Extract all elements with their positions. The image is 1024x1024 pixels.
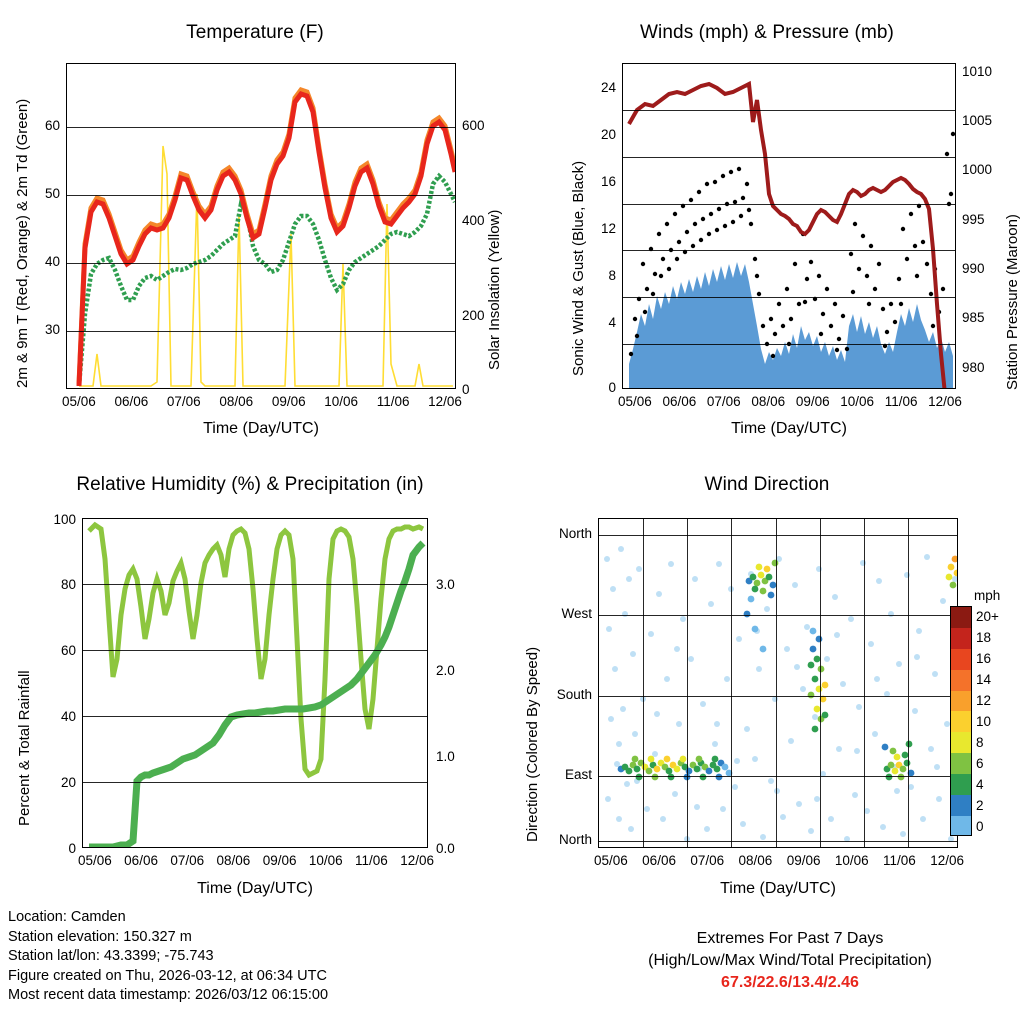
colorbar-label-14: 14	[976, 672, 992, 687]
winds-right-axis-label: Station Pressure (Maroon)	[1004, 214, 1021, 390]
temperature-xtick-3: 08/06	[219, 394, 254, 409]
wind-speed-colorbar-legend	[950, 588, 1020, 848]
humidity-right-ytick-3: 3.0	[436, 577, 455, 592]
humidity-ytick-20: 20	[60, 775, 76, 790]
winds-right-ytick-980: 980	[962, 360, 985, 375]
winds-ytick-20: 20	[600, 127, 616, 142]
station-metadata-footer	[8, 908, 508, 1006]
temperature-right-ytick-0: 0	[462, 382, 470, 397]
wind-direction-ytick-north-top: North	[558, 526, 592, 541]
extremes-summary	[600, 928, 980, 994]
colorbar-label-0: 0	[976, 819, 984, 834]
temperature-plot-area	[66, 63, 456, 389]
wind-direction-xtick-0: 05/06	[594, 853, 628, 868]
winds-plot-area	[622, 63, 956, 389]
temperature-right-ytick-200: 200	[462, 308, 485, 323]
extremes-values: 67.3/22.6/13.4/2.46	[721, 974, 859, 991]
wind-direction-xtick-7: 12/06	[930, 853, 964, 868]
wind-direction-ytick-south: South	[556, 687, 592, 702]
temperature-chart-title: Temperature (F)	[186, 22, 324, 43]
winds-ytick-16: 16	[600, 174, 616, 189]
winds-left-axis-label: Sonic Wind & Gust (Blue, Black)	[570, 160, 587, 376]
wind-direction-chart-panel	[512, 456, 1024, 926]
wind-direction-xtick-3: 08/06	[738, 853, 773, 868]
colorbar-label-18: 18	[976, 630, 992, 645]
colorbar-label-16: 16	[976, 651, 992, 666]
winds-right-ytick-1010: 1010	[962, 64, 993, 79]
colorbar-title: mph	[974, 588, 1001, 603]
winds-ytick-8: 8	[608, 268, 616, 283]
winds-right-ytick-985: 985	[962, 310, 985, 325]
colorbar-label-20plus: 20+	[976, 609, 999, 624]
footer-elevation: Station elevation: 150.327 m	[8, 928, 192, 945]
temperature-xaxis-label: Time (Day/UTC)	[203, 420, 319, 437]
colorbar-swatch-20plus	[951, 607, 971, 628]
humidity-chart-panel	[0, 456, 512, 926]
humidity-xtick-2: 07/06	[170, 853, 205, 868]
temperature-xticks	[62, 394, 462, 409]
winds-right-ytick-1000: 1000	[962, 162, 993, 177]
wind-direction-ytick-east: East	[564, 767, 592, 782]
humidity-chart-title: Relative Humidity (%) & Precipitation (in)	[76, 474, 424, 495]
temperature-right-axis-label: Solar Insolation (Yellow)	[486, 209, 503, 370]
temperature-xtick-2: 07/06	[166, 394, 201, 409]
wind-direction-ytick-west: West	[561, 606, 592, 621]
humidity-xtick-0: 05/06	[78, 853, 112, 868]
colorbar-label-8: 8	[976, 735, 984, 750]
footer-location: Location: Camden	[8, 909, 126, 925]
colorbar-label-10: 10	[976, 714, 992, 729]
humidity-xtick-4: 09/06	[262, 853, 297, 868]
winds-xticks	[618, 394, 962, 409]
wind-direction-plot-area	[598, 518, 958, 848]
wind-direction-chart-title: Wind Direction	[704, 474, 830, 495]
temperature-xtick-5: 10/06	[324, 394, 359, 409]
winds-series-svg	[623, 64, 956, 389]
colorbar-label-2: 2	[976, 798, 984, 813]
temperature-ytick-40: 40	[44, 254, 60, 269]
colorbar-swatch-12	[951, 691, 971, 712]
humidity-xaxis-label: Time (Day/UTC)	[197, 880, 313, 897]
colorbar-swatch-0	[951, 816, 971, 836]
winds-right-ytick-1005: 1005	[962, 113, 993, 128]
wind-direction-xtick-5: 10/06	[834, 853, 869, 868]
wind-direction-xtick-4: 09/06	[786, 853, 821, 868]
colorbar-label-4: 4	[976, 777, 984, 792]
winds-right-ytick-995: 995	[962, 212, 985, 227]
winds-xtick-6: 11/06	[884, 394, 918, 409]
humidity-right-ytick-0: 0.0	[436, 841, 455, 856]
colorbar-swatches	[950, 606, 972, 836]
colorbar-swatch-16	[951, 649, 971, 670]
temperature-left-axis-label: 2m & 9m T (Red, Orange) & 2m Td (Green)	[14, 98, 31, 388]
winds-chart-panel	[512, 0, 1024, 456]
humidity-ytick-40: 40	[60, 709, 76, 724]
winds-chart-title: Winds (mph) & Pressure (mb)	[640, 22, 894, 43]
colorbar-swatch-2	[951, 795, 971, 816]
wind-direction-scatter-svg	[599, 519, 958, 848]
extremes-subheading: (High/Low/Max Wind/Total Precipitation)	[648, 952, 932, 969]
temperature-ytick-50: 50	[44, 186, 60, 201]
colorbar-swatch-8	[951, 732, 971, 753]
wind-direction-xticks	[594, 853, 964, 868]
temperature-ytick-30: 30	[44, 322, 60, 337]
colorbar-swatch-6	[951, 753, 971, 774]
humidity-ytick-80: 80	[60, 577, 76, 592]
temperature-xtick-0: 05/06	[62, 394, 96, 409]
winds-ytick-4: 4	[608, 315, 616, 330]
winds-xaxis-label: Time (Day/UTC)	[731, 420, 847, 437]
humidity-xtick-1: 06/06	[124, 853, 158, 868]
footer-created: Figure created on Thu, 2026-03-12, at 06:34 UTC	[8, 967, 327, 984]
temperature-xtick-6: 11/06	[376, 394, 410, 409]
humidity-xtick-7: 12/06	[400, 853, 434, 868]
colorbar-label-6: 6	[976, 756, 984, 771]
colorbar-label-12: 12	[976, 693, 992, 708]
winds-xtick-1: 06/06	[662, 394, 697, 409]
temperature-ytick-60: 60	[44, 118, 60, 133]
humidity-left-axis-label: Percent & Total Rainfall	[16, 670, 33, 826]
wind-direction-xtick-6: 11/06	[883, 853, 916, 868]
footer-recent-timestamp: Most recent data timestamp: 2026/03/12 06:15:00	[8, 987, 329, 1003]
wind-direction-left-axis-label: Direction (Colored By Speed)	[524, 646, 541, 842]
temperature-series-svg	[67, 64, 456, 389]
winds-xtick-4: 09/06	[795, 394, 830, 409]
colorbar-swatch-4	[951, 774, 971, 795]
winds-xtick-5: 10/06	[840, 394, 875, 409]
winds-right-ytick-990: 990	[962, 261, 985, 276]
humidity-xtick-3: 08/06	[216, 853, 251, 868]
temperature-xtick-1: 06/06	[114, 394, 149, 409]
humidity-ytick-100: 100	[53, 512, 76, 527]
humidity-plot-area	[82, 518, 428, 848]
colorbar-swatch-10	[951, 711, 971, 732]
temperature-chart-panel	[0, 0, 512, 456]
humidity-xtick-6: 11/06	[355, 853, 388, 868]
winds-xtick-3: 08/06	[751, 394, 786, 409]
humidity-series-svg	[83, 519, 428, 848]
winds-xtick-2: 07/06	[706, 394, 741, 409]
colorbar-swatch-18	[951, 628, 971, 649]
winds-ytick-0: 0	[608, 380, 616, 395]
extremes-heading: Extremes For Past 7 Days	[696, 930, 884, 947]
wind-direction-xtick-1: 06/06	[642, 853, 676, 868]
humidity-xtick-5: 10/06	[308, 853, 343, 868]
temperature-xtick-4: 09/06	[271, 394, 306, 409]
footer-latlon: Station lat/lon: 43.3399; -75.743	[8, 948, 214, 964]
wind-direction-ytick-north-bottom: North	[558, 832, 592, 847]
humidity-ytick-0: 0	[68, 841, 76, 856]
winds-ytick-24: 24	[600, 80, 616, 95]
temperature-right-ytick-400: 400	[462, 213, 485, 228]
temperature-right-ytick-600: 600	[462, 118, 485, 133]
temperature-xtick-7: 12/06	[428, 394, 462, 409]
winds-xtick-0: 05/06	[618, 394, 652, 409]
humidity-right-ytick-2: 2.0	[436, 663, 455, 678]
humidity-right-ytick-1: 1.0	[436, 749, 455, 764]
humidity-ytick-60: 60	[60, 643, 76, 658]
humidity-xticks	[78, 853, 434, 868]
winds-ytick-12: 12	[600, 221, 616, 236]
wind-direction-xaxis-label: Time (Day/UTC)	[720, 880, 836, 897]
winds-xtick-7: 12/06	[928, 394, 962, 409]
colorbar-swatch-14	[951, 670, 971, 691]
wind-direction-xtick-2: 07/06	[690, 853, 725, 868]
